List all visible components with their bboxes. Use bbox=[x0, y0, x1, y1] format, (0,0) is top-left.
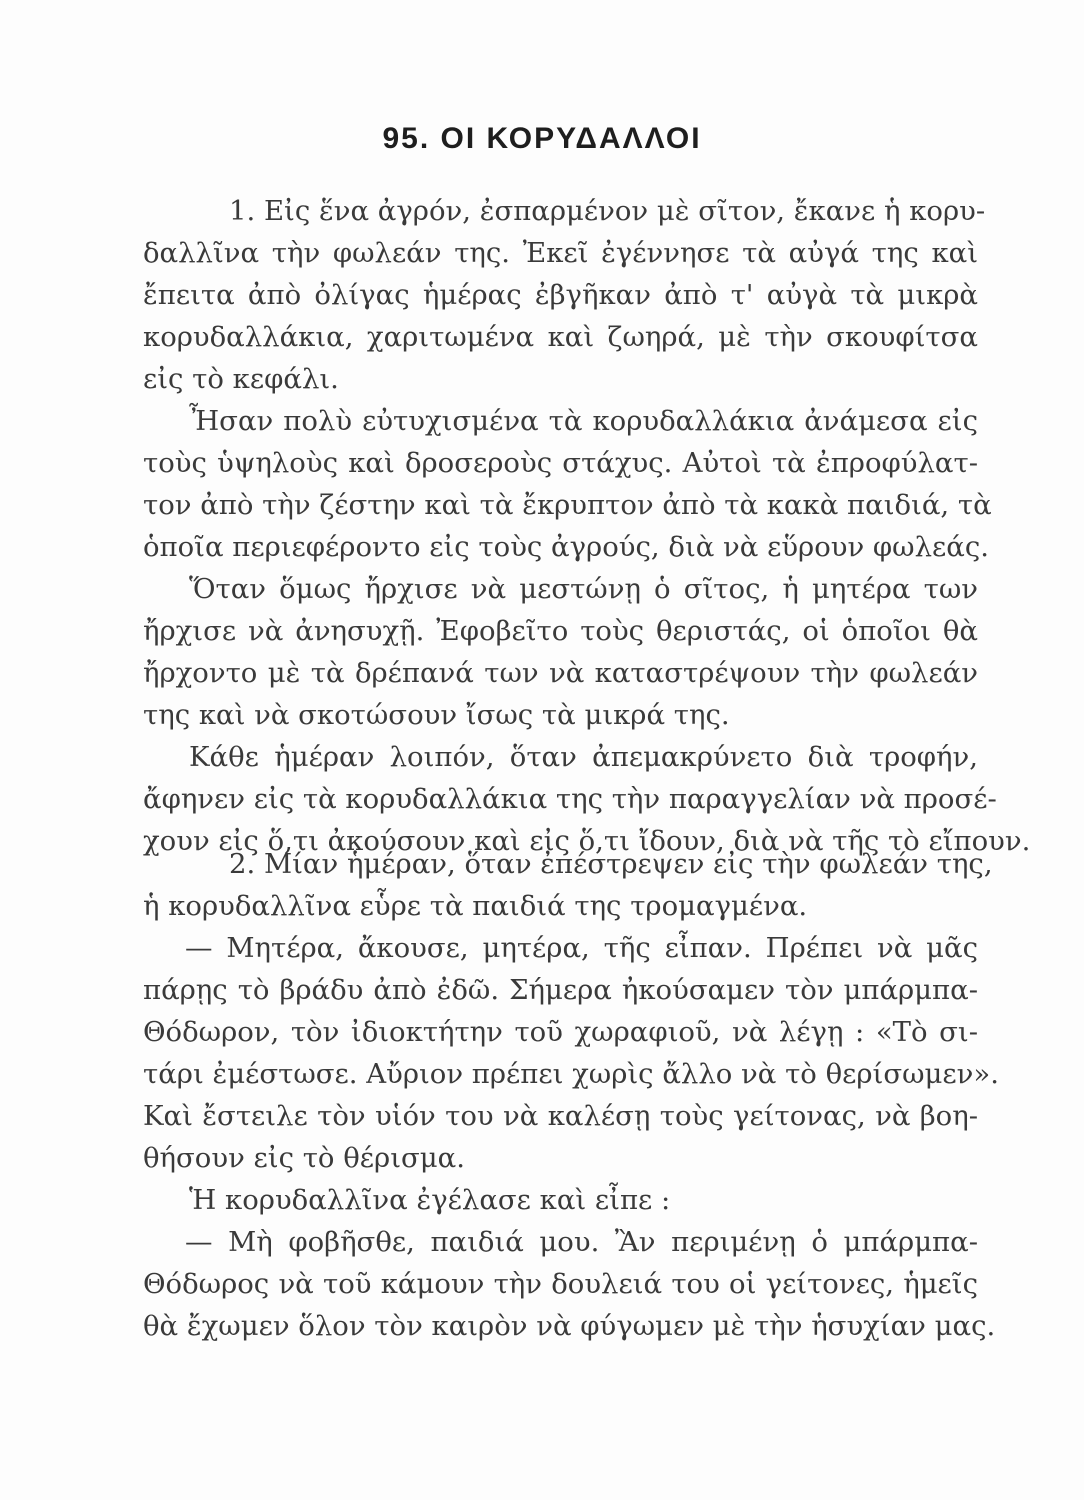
text-line: Ἡ κορυδαλλῖνα ἐγέλασε καὶ εἶπε : bbox=[189, 1184, 671, 1216]
text-line: Θόδωρον, τὸν ἰδιοκτήτην τοῦ χωραφιοῦ, νὰ λέγῃ : «Τὸ σι- bbox=[143, 1016, 978, 1048]
text-line: ὁποῖα περιεφέροντο εἰς τοὺς ἀγρούς, διὰ νὰ εὕρουν φωλεάς. bbox=[143, 531, 990, 563]
text-line: τάρι ἐμέστωσε. Αὔριον πρέπει χωρὶς ἄλλο νὰ τὸ θερίσωμεν». bbox=[143, 1058, 999, 1090]
text-line: — Μητέρα, ἄκουσε, μητέρα, τῆς εἶπαν. Πρέπει νὰ μᾶς bbox=[185, 932, 978, 964]
text-line: της καὶ νὰ σκοτώσουν ἴσως τὰ μικρά της. bbox=[143, 699, 730, 731]
text-line: ἤρχοντο μὲ τὰ δρέπανά των νὰ καταστρέψουν τὴν φωλεάν bbox=[143, 657, 978, 689]
text-line: τοὺς ὑψηλοὺς καὶ δροσεροὺς στάχυς. Αὐτοὶ τὰ ἐπροφύλατ- bbox=[143, 447, 978, 479]
text-line: δαλλῖνα τὴν φωλεάν της. Ἐκεῖ ἐγέννησε τὰ αὐγά της καὶ bbox=[143, 237, 978, 269]
text-line: Θόδωρος νὰ τοῦ κάμουν τὴν δουλειά του οἱ γείτονες, ἡμεῖς bbox=[143, 1268, 978, 1300]
text-line: ἡ κορυδαλλῖνα εὗρε τὰ παιδιά της τρομαγμένα. bbox=[143, 890, 808, 922]
chapter-title: 95. ΟΙ ΚΟΡΥΔΑΛΛΟΙ bbox=[382, 122, 702, 155]
section-1 bbox=[143, 190, 1031, 862]
text-line: ἤρχισε νὰ ἀνησυχῇ. Ἐφοβεῖτο τοὺς θεριστάς, οἱ ὁποῖοι θὰ bbox=[143, 615, 978, 647]
text-line: εἰς τὸ κεφάλι. bbox=[143, 363, 339, 395]
text-line: 2. Μίαν ἡμέραν, ὅταν ἐπέστρεψεν εἰς τὴν φωλεάν της, bbox=[229, 848, 993, 880]
text-line: — Μὴ φοβῆσθε, παιδιά μου. Ἂν περιμένῃ ὁ μπάρμπα- bbox=[185, 1226, 978, 1258]
text-line: θὰ ἔχωμεν ὅλον τὸν καιρὸν νὰ φύγωμεν μὲ τὴν ἡσυχίαν μας. bbox=[143, 1310, 996, 1342]
text-line: 1. Εἰς ἕνα ἀγρόν, ἐσπαρμένον μὲ σῖτον, ἔκανε ἡ κορυ- bbox=[229, 195, 986, 227]
text-line: Καὶ ἔστειλε τὸν υἱόν του νὰ καλέσῃ τοὺς γείτονας, νὰ βοη- bbox=[143, 1100, 978, 1132]
text-line: ἄφηνεν εἰς τὰ κορυδαλλάκια της τὴν παραγγελίαν νὰ προσέ- bbox=[143, 783, 997, 815]
text-line: χουν εἰς ὅ,τι ἀκούσουν καὶ εἰς ὅ,τι ἴδουν, διὰ νὰ τῆς τὸ εἴπουν. bbox=[143, 825, 1031, 857]
text-line: κορυδαλλάκια, χαριτωμένα καὶ ζωηρά, μὲ τὴν σκουφίτσα bbox=[143, 321, 978, 353]
text-line: Ἦσαν πολὺ εὐτυχισμένα τὰ κορυδαλλάκια ἀνάμεσα εἰς bbox=[189, 405, 978, 437]
text-line: Κάθε ἡμέραν λοιπόν, ὅταν ἀπεμακρύνετο διὰ τροφήν, bbox=[189, 741, 978, 773]
text-line: τον ἀπὸ τὴν ζέστην καὶ τὰ ἔκρυπτον ἀπὸ τὰ κακὰ παιδιά, τὰ bbox=[143, 489, 992, 521]
section-2 bbox=[143, 843, 999, 1347]
text-line: θήσουν εἰς τὸ θέρισμα. bbox=[143, 1142, 465, 1174]
text-line: πάρῃς τὸ βράδυ ἀπὸ ἐδῶ. Σήμερα ἠκούσαμεν τὸν μπάρμπα- bbox=[143, 974, 978, 1006]
text-line: ἔπειτα ἀπὸ ὀλίγας ἡμέρας ἐβγῆκαν ἀπὸ τ' αὐγὰ τὰ μικρὰ bbox=[143, 279, 978, 311]
text-line: Ὅταν ὅμως ἤρχισε νὰ μεστώνῃ ὁ σῖτος, ἡ μητέρα των bbox=[189, 573, 978, 605]
